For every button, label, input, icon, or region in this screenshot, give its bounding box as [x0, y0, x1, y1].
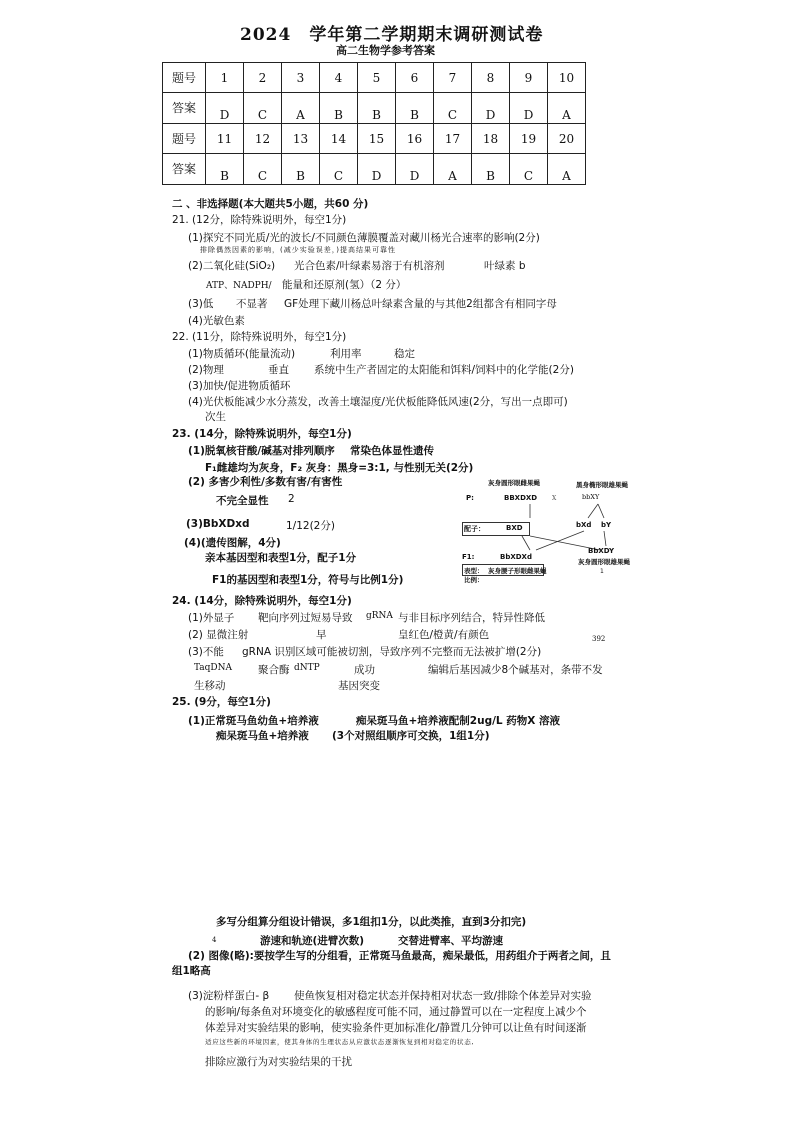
diagram-label: bbXY: [582, 493, 600, 501]
q25-heading: 25. (9分，每空1分): [172, 696, 271, 708]
q24-line: 聚合酶: [258, 664, 290, 676]
arrow-line: [588, 504, 598, 518]
q22-line: (3)加快/促进物质循环: [188, 380, 291, 392]
table-cell: C: [320, 154, 358, 185]
table-cell: B: [472, 154, 510, 185]
table-cell: 10: [548, 63, 586, 93]
q25-line: 的影响/每条鱼对环境变化的敏感程度可能不同，通过静置可以在一定程度上减少个: [205, 1006, 587, 1018]
table-cell: 20: [548, 124, 586, 154]
q24-line: gRNA: [366, 611, 393, 621]
q24-line: gRNA 识别区域可能被切割，导致序列不完整而无法被扩增(2分): [242, 646, 542, 658]
q23-line: 常染色体显性遗传: [350, 445, 434, 457]
q23-line: F₁雌雄均为灰身，F₂ 灰身：黑身=3:1, 与性别无关(2分): [205, 462, 474, 474]
q22-line: 系统中生产者固定的太阳能和饵料/饲料中的化学能(2分): [314, 364, 574, 376]
q25-line: (1)正常斑马鱼幼鱼+培养液: [188, 715, 319, 727]
table-cell: C: [434, 93, 472, 124]
table-cell: C: [244, 93, 282, 124]
q24-line: 靶向序列过短易导致: [258, 612, 353, 624]
table-row: [163, 63, 586, 93]
q24-line: 生移动: [194, 680, 226, 692]
q21-line: ATP、NADPH/: [206, 281, 272, 291]
q23-heading: 23. (14分，除特殊说明外，每空1分): [172, 428, 352, 440]
table-row: [163, 93, 586, 124]
table-cell: 14: [320, 124, 358, 154]
table-cell: 答案: [163, 93, 206, 124]
table-cell: D: [358, 154, 396, 185]
q25-line: 4: [212, 936, 217, 944]
page-title: 2024 学年第二学期期末调研测试卷: [240, 25, 544, 45]
table-cell: 3: [282, 63, 320, 93]
table-cell: B: [358, 93, 396, 124]
section-heading: 二 、非选择题(本大题共5小题，共60 分): [172, 198, 369, 210]
q24-line: 基因突变: [338, 680, 380, 692]
table-cell: A: [548, 154, 586, 185]
table-cell: 13: [282, 124, 320, 154]
q22-heading: 22. (11分，除特殊说明外，每空1分): [172, 331, 347, 343]
table-cell: 6: [396, 63, 434, 93]
q23-line: 亲本基因型和表型1分，配子1分: [205, 552, 357, 564]
table-cell: B: [396, 93, 434, 124]
table-cell: D: [472, 93, 510, 124]
q25-line: 组1略高: [172, 965, 211, 977]
q22-line: 次生: [205, 411, 226, 423]
table-cell: 5: [358, 63, 396, 93]
table-cell: 2: [244, 63, 282, 93]
table-cell: A: [282, 93, 320, 124]
diagram-label: bXd: [576, 521, 592, 529]
table-cell: B: [320, 93, 358, 124]
q23-line: (2) 多害少利性/多数有害/有害性: [188, 476, 343, 488]
table-cell: B: [206, 154, 244, 185]
diagram-label: bY: [601, 521, 612, 529]
diagram-label: 表型：: [464, 567, 484, 575]
q23-line: F1的基因型和表型1分，符号与比例1分): [212, 574, 404, 586]
q25-line: 痴呆斑马鱼+培养液: [216, 730, 309, 742]
q21-line: 叶绿素 b: [484, 260, 526, 272]
q21-line: (2)二氧化硅(SiO₂): [188, 260, 276, 272]
q21-note: 排除偶然因素的影响，(减少实验误差，)提高结果可靠性: [200, 246, 396, 254]
table-cell: 12: [244, 124, 282, 154]
q21-line: (4)光敏色素: [188, 315, 245, 327]
q24-line: 早: [316, 629, 327, 641]
q22-line: 稳定: [394, 348, 415, 360]
q23-line: 2: [288, 493, 295, 505]
q25-line: (3)淀粉样蛋白- β: [188, 990, 270, 1002]
table-cell: 题号: [163, 63, 206, 93]
diagram-label: 黑身椭形眼雄果蝇: [576, 481, 628, 489]
arrow-line: [598, 504, 604, 518]
table-row: [163, 154, 586, 185]
diagram-label: BBXDXD: [504, 494, 538, 502]
table-row: [163, 124, 586, 154]
arrow-line: [604, 531, 606, 546]
table-cell: A: [434, 154, 472, 185]
table-cell: 9: [510, 63, 548, 93]
q24-line: 与非目标序列结合，特异性降低: [398, 612, 545, 624]
table-cell: 19: [510, 124, 548, 154]
q21-line: (1)探究不同光质/光的波长/不同颜色薄膜覆盖对藏川杨光合速率的影响(2分): [188, 232, 540, 244]
diagram-label: 灰身圆形眼雌果蝇: [488, 479, 540, 487]
arrow-line: [536, 531, 584, 550]
q23-line: (3)BbXDxd: [186, 518, 250, 530]
diagram-label: 1: [600, 568, 604, 575]
q24-line: (1)外显子: [188, 612, 235, 624]
q21-line: 能量和还原剂(氢）（2 分）: [282, 279, 407, 291]
table-cell: 4: [320, 63, 358, 93]
q22-line: (1)物质循环(能量流动): [188, 348, 296, 360]
q25-line: 适应这些新的环境因素，使其身体的生理状态从应激状态逐渐恢复到相对稳定的状态,: [205, 1038, 475, 1046]
q24-line: (2) 显微注射: [188, 629, 249, 641]
table-cell: 11: [206, 124, 244, 154]
q24-line: (3)不能: [188, 646, 224, 658]
table-cell: B: [282, 154, 320, 185]
table-cell: C: [510, 154, 548, 185]
table-cell: 1: [206, 63, 244, 93]
table-cell: 题号: [163, 124, 206, 154]
q25-line: 多写分组算分组设计错误，多1组扣1分，以此类推，直到3分扣完): [216, 916, 527, 928]
q22-line: 垂直: [268, 364, 289, 376]
table-cell: 7: [434, 63, 472, 93]
q25-line: 交替进臂率、平均游速: [398, 935, 503, 947]
q23-line: 1/12(2分): [286, 520, 335, 532]
q21-line: (3)低: [188, 298, 214, 310]
diagram-label: 灰身腰子形眼雌果蝇: [488, 567, 547, 575]
diagram-label: BbXDXd: [500, 553, 532, 561]
genetic-diagram: [460, 476, 660, 586]
table-cell: D: [206, 93, 244, 124]
q23-line: (4)(遗传图解，4分): [184, 537, 281, 549]
q22-line: (2)物理: [188, 364, 224, 376]
diagram-label: X: [552, 495, 557, 502]
q24-heading: 24. (14分，除特殊说明外，每空1分): [172, 595, 352, 607]
diagram-label: BbXDY: [588, 547, 615, 555]
q25-line: 痴呆斑马鱼+培养液配制2ug/L 药物X 溶液: [356, 715, 561, 727]
page-subtitle: 高二生物学参考答案: [336, 44, 435, 57]
q21-line: GF处理下藏川杨总叶绿素含量的与其他2组都含有相同字母: [284, 298, 557, 310]
q21-line: 光合色素/叶绿素易溶于有机溶剂: [294, 260, 445, 272]
table-cell: 17: [434, 124, 472, 154]
diagram-label: P:: [466, 494, 474, 502]
q25-line: 使鱼恢复相对稳定状态并保持相对状态一致/排除个体差异对实验: [294, 990, 592, 1002]
answer-table: [162, 62, 586, 185]
table-cell: 8: [472, 63, 510, 93]
q22-line: 利用率: [330, 348, 362, 360]
diagram-label: 比例：: [464, 576, 484, 584]
q23-line: 不完全显性: [216, 495, 269, 507]
table-cell: 答案: [163, 154, 206, 185]
q21-heading: 21. (12分，除特殊说明外，每空1分): [172, 214, 347, 226]
q25-line: (3个对照组顺序可交换，1组1分): [332, 730, 490, 742]
q22-line: (4)光伏板能减少水分蒸发，改善土壤湿度/光伏板能降低风速(2分，写出一点即可): [188, 396, 568, 408]
q24-line: 编辑后基因减少8个碱基对，条带不发: [428, 664, 603, 676]
table-cell: C: [244, 154, 282, 185]
q25-line: (2) 图像(略):要按学生写的分组看，正常斑马鱼最高，痴呆最低，用药组介于两者之间，且: [188, 950, 611, 962]
q23-line: (1)脱氧核苷酸/碱基对排列顺序: [188, 445, 335, 457]
q24-note: 392: [592, 635, 606, 643]
arrow-line: [522, 536, 530, 550]
table-cell: 15: [358, 124, 396, 154]
q21-line: 不显著: [236, 298, 268, 310]
table-cell: D: [510, 93, 548, 124]
q24-line: dNTP: [294, 663, 320, 673]
table-cell: 16: [396, 124, 434, 154]
q25-line: 体差异对实验结果的影响，使实验条件更加标准化/静置几分钟可以让鱼有时间逐渐: [205, 1022, 587, 1034]
diagram-label: 灰身圆形眼雄果蝇: [578, 558, 630, 566]
q24-line: 成功: [354, 664, 375, 676]
table-cell: A: [548, 93, 586, 124]
q24-line: TaqDNA: [194, 663, 233, 673]
q24-line: 皇红色/橙黄/有颜色: [398, 629, 490, 641]
q25-line: 排除应激行为对实验结果的干扰: [205, 1056, 352, 1068]
diagram-label: F1:: [462, 553, 475, 561]
table-cell: 18: [472, 124, 510, 154]
table-cell: D: [396, 154, 434, 185]
q25-line: 游速和轨迹(进臂次数): [260, 935, 365, 947]
diagram-label: BXD: [506, 524, 523, 532]
diagram-label: 配子：: [464, 525, 485, 533]
